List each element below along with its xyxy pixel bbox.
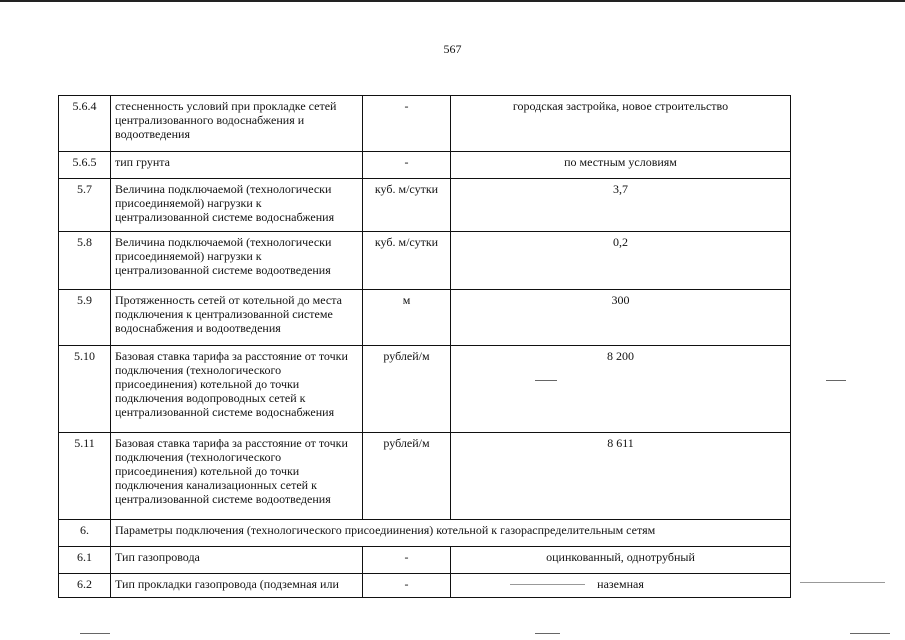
scan-artifact — [535, 633, 560, 634]
row-value: 3,7 — [451, 179, 791, 232]
row-value: 0,2 — [451, 232, 791, 290]
row-unit: рублей/м — [363, 433, 451, 520]
scan-artifact — [535, 380, 557, 381]
row-description: тип грунта — [111, 152, 363, 179]
row-number: 5.10 — [59, 346, 111, 433]
row-unit: м — [363, 290, 451, 346]
table-row — [59, 547, 791, 574]
row-value: 300 — [451, 290, 791, 346]
row-description: Тип газопровода — [111, 547, 363, 574]
row-description: Базовая ставка тарифа за расстояние от точки подключения (технологического присоединения) котельной до точки подключения водопроводных сетей к централизованной системе водоснабжения — [111, 346, 363, 433]
table-row — [59, 290, 791, 346]
row-unit: - — [363, 96, 451, 152]
row-number: 6.2 — [59, 574, 111, 598]
table-row — [59, 179, 791, 232]
row-value: наземная — [451, 574, 791, 598]
section-number: 6. — [59, 520, 111, 547]
table-row — [59, 152, 791, 179]
row-description: стесненность условий при прокладке сетей централизованного водоснабжения и водоотведения — [111, 96, 363, 152]
row-value: по местным условиям — [451, 152, 791, 179]
scan-artifact — [800, 582, 885, 583]
row-number: 5.6.4 — [59, 96, 111, 152]
section-row — [59, 520, 791, 547]
table-row — [59, 96, 791, 152]
row-value: оцинкованный, однотрубный — [451, 547, 791, 574]
row-description: Величина подключаемой (технологически присоединяемой) нагрузки к централизованной системе водоснабжения — [111, 179, 363, 232]
row-number: 5.8 — [59, 232, 111, 290]
row-number: 5.6.5 — [59, 152, 111, 179]
row-value: городская застройка, новое строительство — [451, 96, 791, 152]
page-number: 567 — [443, 42, 462, 56]
row-unit: - — [363, 574, 451, 598]
row-description: Величина подключаемой (технологически присоединяемой) нагрузки к централизованной системе водоотведения — [111, 232, 363, 290]
row-value: 8 200 — [451, 346, 791, 433]
scan-artifact — [826, 380, 846, 381]
table-row — [59, 574, 791, 598]
row-description: Протяженность сетей от котельной до места подключения к централизованной системе водоснабжения и водоотведения — [111, 290, 363, 346]
scan-artifact — [850, 633, 890, 634]
row-number: 5.9 — [59, 290, 111, 346]
table-row — [59, 433, 791, 520]
row-number: 5.11 — [59, 433, 111, 520]
row-unit: рублей/м — [363, 346, 451, 433]
row-description: Базовая ставка тарифа за расстояние от точки подключения (технологического присоединения) котельной до точки подключения канализационных сетей к централизованной системе водоотведения — [111, 433, 363, 520]
row-unit: - — [363, 547, 451, 574]
row-number: 6.1 — [59, 547, 111, 574]
row-unit: - — [363, 152, 451, 179]
table-row — [59, 232, 791, 290]
row-unit: куб. м/сутки — [363, 232, 451, 290]
parameters-table — [58, 95, 791, 598]
scan-artifact — [510, 584, 585, 585]
row-number: 5.7 — [59, 179, 111, 232]
row-value: 8 611 — [451, 433, 791, 520]
table-row — [59, 346, 791, 433]
row-description: Тип прокладки газопровода (подземная или — [111, 574, 363, 598]
section-title: Параметры подключения (технологического присоедиинения) котельной к газораспределительным сетям — [111, 520, 791, 547]
scan-artifact — [80, 633, 110, 634]
row-unit: куб. м/сутки — [363, 179, 451, 232]
scan-edge — [0, 0, 905, 2]
